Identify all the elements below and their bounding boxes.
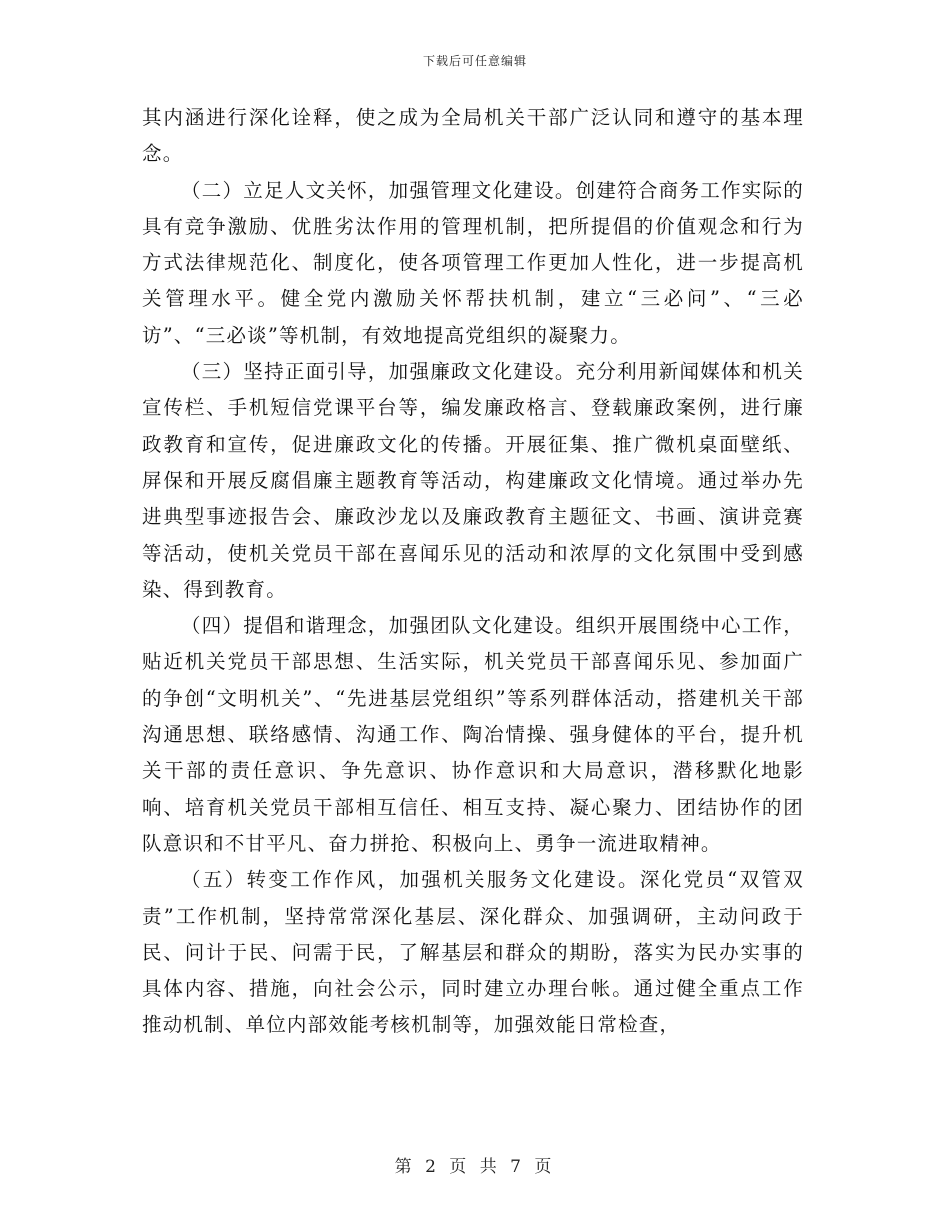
paragraph-team-culture: （四）提倡和谐理念，加强团队文化建设。组织开展围绕中心工作，贴近机关党员干部思想、生活实际，机关党员干部喜闻乐见、参加面广的争创“文明机关”、“先进基层党组织”等系列群体活动，搭建机关干部沟通思想、联络感情、沟通工作、陶冶情操、强身健体的平台，提升机关干部的责任意识、争先意识、协作意识和大局意识，潜移默化地影响、培育机关党员干部相互信任、相互支持、凝心聚力、团结协作的团队意识和不甘平凡、奋力拼抢、积极向上、勇争一流进取精神。	[142, 614, 804, 855]
paragraph-integrity-culture: （三）坚持正面引导，加强廉政文化建设。充分利用新闻媒体和机关宣传栏、手机短信党课平台等，编发廉政格言、登载廉政案例，进行廉政教育和宣传，促进廉政文化的传播。开展征集、推广微机桌面壁纸、屏保和开展反腐倡廉主题教育等活动，构建廉政文化情境。通过举办先进典型事迹报告会、廉政沙龙以及廉政教育主题征文、书画、演讲竞赛等活动，使机关党员干部在喜闻乐见的活动和浓厚的文化氛围中受到感染、得到教育。	[142, 360, 804, 601]
paragraph-service-culture: （五）转变工作作风，加强机关服务文化建设。深化党员“双管双责”工作机制，坚持常常深化基层、深化群众、加强调研，主动问政于民、问计于民、问需于民，了解基层和群众的期盼，落实为民办实事的具体内容、措施，向社会公示，同时建立办理台帐。通过健全重点工作推动机制、单位内部效能考核机制等，加强效能日常检查，	[142, 868, 804, 1037]
document-body	[142, 100, 804, 1044]
paragraph-continuation: 其内涵进行深化诠释，使之成为全局机关干部广泛认同和遵守的基本理念。	[142, 106, 804, 166]
page-number: 第 2 页 共 7 页	[394, 1157, 556, 1177]
page-header-note: 下载后可任意编辑	[422, 54, 527, 68]
paragraph-management-culture: （二）立足人文关怀，加强管理文化建设。创建符合商务工作实际的具有竞争激励、优胜劣汰作用的管理机制，把所提倡的价值观念和行为方式法律规范化、制度化，使各项管理工作更加人性化，进一步提高机关管理水平。健全党内激励关怀帮扶机制，建立“三必问”、“三必访”、“三必谈”等机制，有效地提高党组织的凝聚力。	[142, 178, 804, 347]
